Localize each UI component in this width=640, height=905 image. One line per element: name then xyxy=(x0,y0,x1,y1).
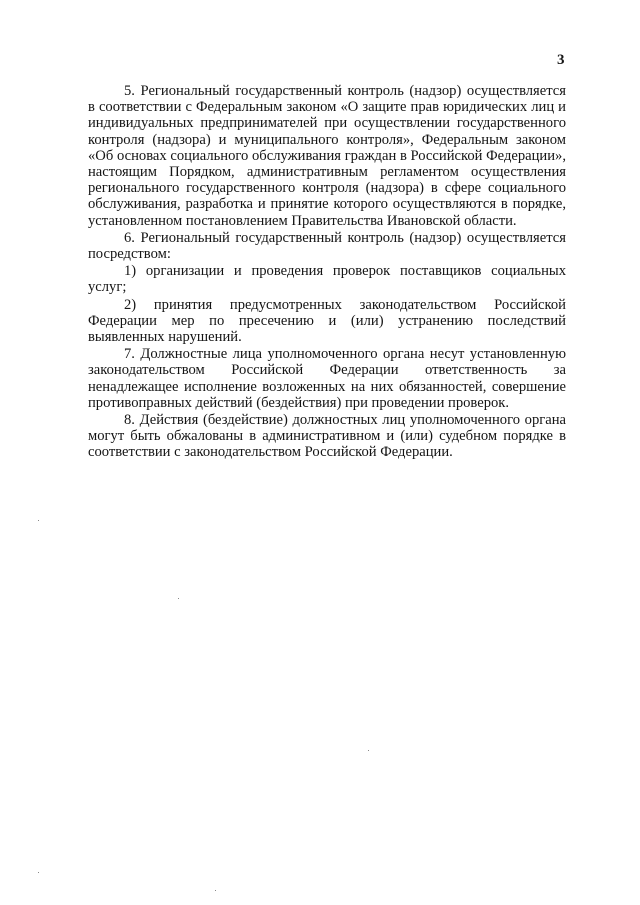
paragraph-5: 5. Региональный государственный контроль (надзор) осуществляется в соответствии с Федеральным законом «О защите прав юридических лиц и индивидуальных предпринимателей при осуществлении государственного контроля (надзора) и муниципального контроля», Федеральным законом «Об основах социального обслуживания граждан в Российской Федерации», настоящим Порядком, административным регламентом осуществления регионального государственного контроля (надзора) в сфере социального обслуживания, разработка и принятие которого осуществляются в порядке, установленном постановлением Правительства Ивановской области. xyxy=(88,83,566,229)
scan-speck xyxy=(38,872,39,873)
scan-speck xyxy=(38,520,39,521)
paragraph-7: 7. Должностные лица уполномоченного органа несут установленную законодательством Российской Федерации ответственность за ненадлежащее исполнение возложенных на них обязанностей, совершение противоправных действий (бездействия) при проведении проверок. xyxy=(88,346,566,411)
page-number: 3 xyxy=(557,52,565,68)
list-item-2: 2) принятия предусмотренных законодательством Российской Федерации мер по пресечению и (или) устранению последствий выявленных нарушений. xyxy=(88,296,566,346)
scan-speck xyxy=(178,598,179,599)
paragraph-8: 8. Действия (бездействие) должностных лиц уполномоченного органа могут быть обжалованы в административном и (или) судебном порядке в соответствии с законодательством Российской Федерации. xyxy=(88,412,566,461)
scan-speck xyxy=(215,890,216,891)
document-body xyxy=(88,83,566,462)
list-item-1: 1) организации и проведения проверок поставщиков социальных услуг; xyxy=(88,263,566,296)
scan-speck xyxy=(368,750,369,751)
paragraph-6: 6. Региональный государственный контроль (надзор) осуществляется посредством: xyxy=(88,229,566,263)
